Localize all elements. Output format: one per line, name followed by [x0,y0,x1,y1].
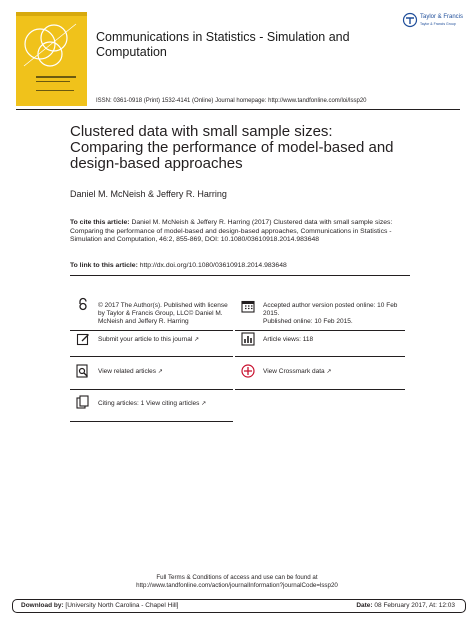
publication-dates [263,302,403,326]
published-date: Published online: 10 Feb 2015. [263,318,353,325]
article-views: Article views: 118 [263,336,314,343]
citing-articles-link[interactable] [98,400,206,408]
downloaded-by [21,602,179,609]
related-articles-search-icon[interactable] [76,364,90,378]
submit-article-label[interactable]: Submit your article to this journal [98,336,193,343]
article-divider [70,275,410,276]
grid-divider [235,389,405,390]
external-link-icon: ↗ [194,337,200,343]
terms-link[interactable]: http://www.tandfonline.com/action/journalInformation?journalCode=lssp20 [136,582,338,589]
citing-articles-label[interactable]: Citing articles: 1 View citing articles [98,400,200,407]
external-link-icon: ↗ [326,369,332,375]
related-articles-label[interactable]: View related articles [98,368,157,375]
header-divider [16,109,460,110]
grid-divider [235,330,405,331]
views-chart-icon [241,332,255,346]
open-access-lock-icon [76,297,90,311]
submit-article-link[interactable] [98,336,199,344]
grid-divider [70,389,233,390]
article-title: Clustered data with small sample sizes: Comparing the performance of model-based and design-based approaches [70,123,394,172]
grid-divider [70,330,233,331]
grid-divider [70,421,233,422]
terms-line: Full Terms & Conditions of access and use can be found at [156,574,318,581]
related-articles-link[interactable] [98,368,163,376]
publisher-logo-icon [402,12,418,28]
download-date-value: 08 February 2017, At: 12:03 [374,602,455,609]
publisher-logo [402,12,466,34]
crossmark-icon[interactable] [241,364,255,378]
citation-text: Daniel M. McNeish & Jeffery R. Harring (2017) Clustered data with small sample sizes: Comparing the performance of model-based and design-based approaches, Communications in Statistics - Simulation and Computation, 46:2, 855-869, DOI: 10.1080/03610918.2014.983648 [70,219,393,244]
downloaded-by-value: [University North Carolina - Chapel Hill] [65,602,179,609]
external-link-icon: ↗ [157,369,163,375]
publisher-logo-name: Taylor & Francis [420,14,464,20]
citation-block [70,219,400,245]
accepted-date: Accepted author version posted online: 10 Feb 2015. [263,302,398,317]
submit-edit-icon[interactable] [76,332,90,346]
issn-homepage-line[interactable]: ISSN: 0361-0918 (Print) 1532-4141 (Online) Journal homepage: http://www.tandfonline.com/loi/lssp20 [96,98,367,104]
crossmark-label[interactable]: View Crossmark data [263,368,325,375]
crossmark-link[interactable] [263,368,332,376]
article-link-line [70,262,410,269]
article-link-label: To link to this article: [70,262,138,269]
article-authors: Daniel M. McNeish & Jeffery R. Harring [70,189,227,199]
external-link-icon: ↗ [201,401,207,407]
citation-label: To cite this article: [70,219,130,226]
download-date-label: Date: [356,602,373,609]
download-date [356,602,455,609]
calendar-icon [241,299,255,313]
license-text: © 2017 The Author(s). Published with license by Taylor & Francis Group, LLC© Daniel M. McNeish and Jeffery R. Harring [98,302,228,325]
journal-title: Communications in Statistics - Simulation and Computation [96,30,350,59]
journal-cover-image [16,12,87,106]
citing-articles-icon[interactable] [76,395,90,409]
grid-divider [235,356,405,357]
article-doi-link[interactable]: http://dx.doi.org/10.1080/03610918.2014.983648 [139,262,287,269]
download-info-bar [12,599,466,613]
downloaded-by-label: Download by: [21,602,64,609]
publisher-logo-subtitle: Taylor & Francis Group [420,22,456,26]
grid-divider [70,356,233,357]
terms-notice [60,574,414,590]
